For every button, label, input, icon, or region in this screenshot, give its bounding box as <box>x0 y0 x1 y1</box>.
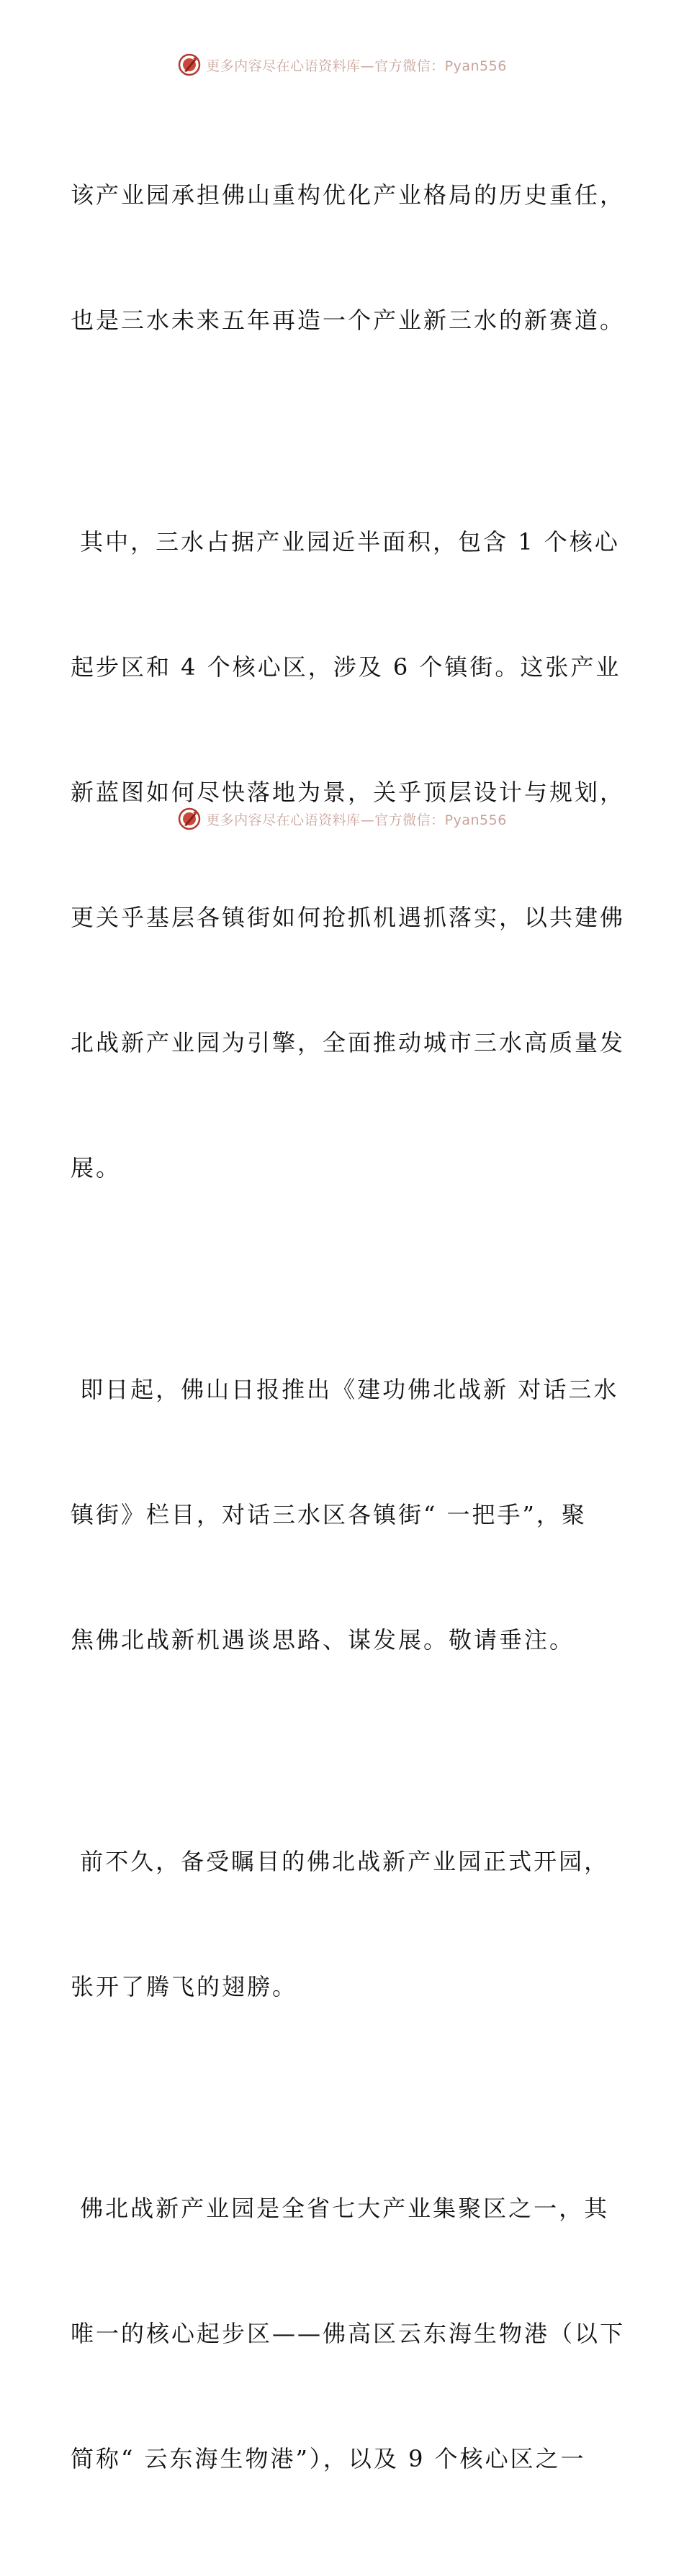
paragraph-2 <box>71 437 626 1272</box>
text-line: 即日起，佛山日报推出《建功佛北战新 对话三水 <box>71 1376 619 1403</box>
banner-text: 更多内容尽在心语资料库—官方微信：Pyan556 <box>206 812 507 828</box>
text-line: 新蓝图如何尽快落地为景，关乎顶层设计与规划， <box>71 779 626 806</box>
text-line: 佛北战新产业园是全省七大产业集聚区之一，其 <box>71 2195 610 2222</box>
text-line: 镇街》栏目，对话三水区各镇街“ 一把手”，聚 <box>71 1501 587 1528</box>
text-line: 更关乎基层各镇街如何抢抓机遇抓落实，以共建佛 <box>71 904 626 931</box>
text-line: 焦佛北战新机遇谈思路、谋发展。敬请垂注。 <box>71 1626 575 1654</box>
text-line: 唯一的核心起步区——佛高区云东海生物港（以下 <box>71 2320 626 2347</box>
feather-pen-seal-icon <box>177 807 202 831</box>
text-line: 北战新产业园为引擎，全面推动城市三水高质量发 <box>71 1029 626 1056</box>
text-line: 其中，三水占据产业园近半面积，包含 1 个核心 <box>71 528 620 555</box>
text-line: 前不久，备受瞩目的佛北战新产业园正式开园， <box>71 1848 610 1875</box>
paragraph-5 <box>71 2104 626 2563</box>
paragraph-3 <box>71 1285 618 1744</box>
paragraph-1 <box>71 91 626 425</box>
text-line: 展。 <box>71 1154 122 1182</box>
banner-text: 更多内容尽在心语资料库—官方微信：Pyan556 <box>206 58 507 74</box>
text-line: 张开了腾飞的翅膀。 <box>71 1973 298 2000</box>
footer-watermark-banner <box>0 804 684 833</box>
text-line: 该产业园承担佛山重构优化产业格局的历史重任， <box>71 181 626 209</box>
text-line: 起步区和 4 个核心区，涉及 6 个镇街。这张产业 <box>71 653 621 681</box>
header-watermark-banner <box>0 50 684 79</box>
paragraph-4 <box>71 1757 618 2091</box>
text-line: 简称“ 云东海生物港”），以及 9 个核心区之一 <box>71 2445 586 2472</box>
document-body <box>71 91 626 2576</box>
text-line: 也是三水未来五年再造一个产业新三水的新赛道。 <box>71 307 626 334</box>
feather-pen-seal-icon <box>177 53 202 77</box>
